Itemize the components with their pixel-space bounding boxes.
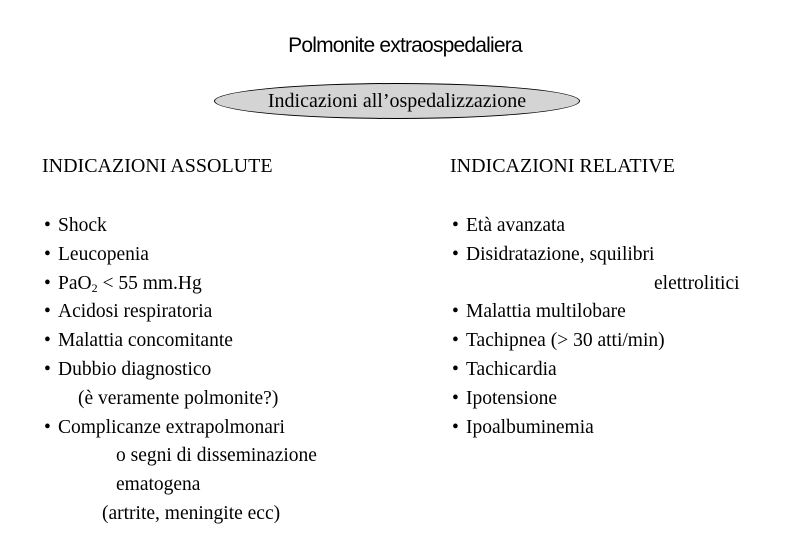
item-text: Disidratazione, squilibri [466, 243, 655, 265]
list-item: • Malattia concomitante [44, 330, 233, 352]
item-text: Ipoalbuminemia [466, 416, 594, 438]
item-text-pao2: PaO$_2$ < 55 mm.Hg [58, 272, 202, 295]
item-text: Leucopenia [58, 243, 149, 265]
list-item: • Ipoalbuminemia [452, 416, 594, 438]
item-text: Complicanze extrapolmonari [58, 416, 285, 438]
relative-heading: INDICAZIONI RELATIVE [450, 155, 675, 177]
item-continuation: ematogena [116, 474, 201, 496]
item-continuation: elettrolitici [654, 272, 740, 294]
list-item: • PaO$_2$ < 55 mm.Hg [44, 272, 202, 295]
item-text: Shock [58, 215, 107, 236]
subtitle-text: Indicazioni all’ospedalizzazione [267, 90, 527, 112]
item-text: Acidosi respiratoria [58, 301, 213, 323]
item-text: Malattia multilobare [466, 301, 626, 323]
list-item: • Acidosi respiratoria [44, 301, 213, 323]
slide-title: Polmonite extraospedaliera [288, 34, 522, 57]
list-item: • Leucopenia [44, 243, 149, 265]
list-item: • Malattia multilobare [452, 301, 626, 323]
absolute-heading: INDICAZIONI ASSOLUTE [42, 155, 273, 177]
list-item: • Shock [44, 215, 107, 236]
item-text: Tachipnea (> 30 atti/min) [466, 330, 665, 352]
list-item: • Complicanze extrapolmonari o segni di disseminazione ematogena (artrite, meningite ecc) [44, 414, 317, 529]
item-continuation: o segni di disseminazione [116, 445, 317, 467]
list-item: • Tachipnea (> 30 atti/min) [452, 330, 665, 352]
relative-list [452, 212, 740, 442]
list-item: • Età avanzata [452, 215, 566, 236]
item-continuation: (artrite, meningite ecc) [102, 502, 281, 524]
item-continuation: (è veramente polmonite?) [78, 387, 279, 409]
item-text: Malattia concomitante [58, 330, 233, 352]
list-item: • Disidratazione, squilibri elettrolitici [452, 241, 740, 299]
absolute-list [44, 212, 317, 529]
list-item: • Ipotensione [452, 387, 557, 409]
item-text: Tachicardia [466, 358, 557, 380]
item-text: Dubbio diagnostico [58, 358, 212, 380]
list-item: • Dubbio diagnostico (è veramente polmonite?) [44, 356, 317, 414]
item-text: Ipotensione [466, 387, 557, 409]
item-text: Età avanzata [466, 215, 566, 236]
list-item: • Tachicardia [452, 358, 557, 380]
